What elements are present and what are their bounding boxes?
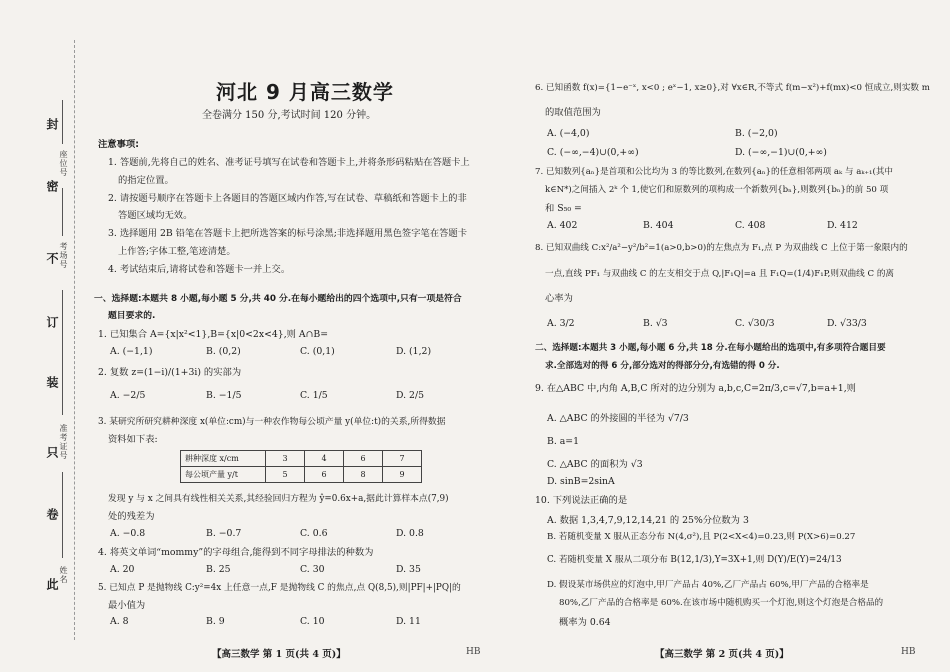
- fill-line: [62, 188, 63, 236]
- q4-stem: 4. 将英文单词“mommy”的字母组合,能得到不同字母排法的种数为: [98, 547, 374, 558]
- q5-option-c: C. 10: [300, 616, 325, 627]
- table-row: [181, 467, 422, 483]
- q5-stem-cont: 最小值为: [108, 600, 146, 611]
- q9-option-c: C. △ABC 的面积为 √3: [547, 459, 643, 470]
- note-line: 答题区域均无效。: [118, 210, 193, 221]
- footer-page-label: 【高三数学 第 1 页(共 4 页)】: [212, 649, 346, 660]
- footer-code: HB: [466, 647, 481, 657]
- q8-stem: 8. 已知双曲线 C:x²/a²−y²/b²=1(a>0,b>0)的左焦点为 F₁,点 P 为双曲线 C 上位于第一象限内的: [535, 243, 908, 253]
- binding-strip: [0, 0, 80, 672]
- table-cell: 9: [383, 467, 422, 483]
- note-line: 2. 请按题号顺序在答题卡上各题目的答题区域内作答,写在试卷、草稿纸和答题卡上的非: [108, 193, 467, 204]
- q6-stem-cont: 的取值范围为: [545, 107, 601, 118]
- q10-option-c: C. 若随机变量 X 服从二项分布 B(12,1/3),Y=3X+1,则 D(Y)/E(Y)=24/13: [547, 555, 842, 565]
- section1-heading: 一、选择题:本题共 8 小题,每小题 5 分,共 40 分.在每小题给出的四个选项中,只有一项是符合: [94, 294, 462, 304]
- table-cell: 5: [266, 467, 305, 483]
- q1-option-b: B. (0,2): [206, 346, 241, 357]
- q5-option-b: B. 9: [206, 616, 225, 627]
- cut-line: [74, 40, 75, 640]
- q7-option-a: A. 402: [547, 220, 578, 231]
- binding-char: 卷: [45, 508, 59, 520]
- table-cell: 3: [266, 451, 305, 467]
- fill-line: [62, 290, 63, 415]
- note-line: 4. 考试结束后,请将试卷和答题卡一并上交。: [108, 264, 291, 275]
- exam-room-label: 考场号: [59, 242, 68, 269]
- q8-option-c: C. √30/3: [735, 318, 775, 329]
- section1-heading-cont: 题目要求的.: [108, 311, 156, 321]
- q8-option-b: B. √3: [643, 318, 668, 329]
- binding-char: 装: [45, 376, 59, 388]
- q3-after-cont: 处的残差为: [108, 511, 155, 522]
- q7-option-d: D. 412: [827, 220, 858, 231]
- q1-option-a: A. (−1,1): [110, 346, 153, 357]
- q4-option-a: A. 20: [110, 564, 135, 575]
- q10-option-b: B. 若随机变量 X 服从正态分布 N(4,σ²),且 P(2<X<4)=0.23,则 P(X>6)=0.27: [547, 532, 856, 542]
- q4-option-c: C. 30: [300, 564, 325, 575]
- q3-after: 发现 y 与 x 之间具有线性相关关系,其经验回归方程为 ŷ=0.6x+a,据此计算样本点(7,9): [108, 494, 449, 504]
- table-row: [181, 451, 422, 467]
- q3-data-table: [180, 450, 422, 483]
- q10-option-d-end: 概率为 0.64: [559, 617, 611, 628]
- footer-page-label: 【高三数学 第 2 页(共 4 页)】: [655, 649, 789, 660]
- q4-option-b: B. 25: [206, 564, 231, 575]
- binding-char: 订: [45, 316, 59, 328]
- q2-option-d: D. 2/5: [396, 390, 424, 401]
- q3-stem-cont: 资料如下表:: [108, 434, 158, 445]
- q6-option-c: C. (−∞,−4)∪(0,+∞): [547, 147, 639, 158]
- section2-heading: 二、选择题:本题共 3 小题,每小题 6 分,共 18 分.在每小题给出的选项中,有多项符合题目要: [535, 343, 886, 353]
- q6-option-b: B. (−2,0): [735, 128, 778, 139]
- note-line: 的指定位置。: [118, 175, 174, 186]
- table-cell: 4: [305, 451, 344, 467]
- q5-option-d: D. 11: [396, 616, 421, 627]
- binding-char: 封: [45, 118, 59, 130]
- q5-stem: 5. 已知点 P 是抛物线 C:y²=4x 上任意一点,F 是抛物线 C 的焦点,点 Q(8,5),则|PF|+|PQ|的: [98, 583, 461, 593]
- q9-option-b: B. a=1: [547, 436, 579, 447]
- q1-option-d: D. (1,2): [396, 346, 432, 357]
- binding-char: 密: [45, 180, 59, 192]
- q8-stem-end: 心率为: [545, 293, 573, 304]
- name-label: 姓名: [59, 566, 68, 584]
- q6-option-d: D. (−∞,−1)∪(0,+∞): [735, 147, 827, 158]
- q10-option-d: D. 假设某市场供应的灯泡中,甲厂产品占 40%,乙厂产品占 60%,甲厂产品的合格率是: [547, 580, 869, 590]
- q9-option-a: A. △ABC 的外接圆的半径为 √7/3: [547, 413, 689, 424]
- q7-stem: 7. 已知数列{aₙ}是首项和公比均为 3 的等比数列,在数列{aₙ}的任意相邻两项 aₖ 与 aₖ₊₁(其中: [535, 167, 894, 177]
- q2-stem: 2. 复数 z=(1−i)/(1+3i) 的实部为: [98, 367, 242, 378]
- admission-ticket-label: 准考证号: [59, 424, 68, 460]
- table-cell: 每公顷产量 y/t: [181, 467, 266, 483]
- binding-char: 不: [45, 252, 59, 264]
- q7-stem-end: 和 S₅₀ =: [545, 203, 582, 214]
- q7-stem-cont: k∈N*)之间插入 2ᵏ 个 1,使它们和原数列的项构成一个新数列{bₙ},则数列{bₙ}的前 50 项: [545, 185, 889, 195]
- fill-line: [62, 100, 63, 144]
- q6-option-a: A. (−4,0): [547, 128, 590, 139]
- q6-stem: 6. 已知函数 f(x)={1−e⁻ˣ, x<0 ; eˣ−1, x≥0},对 ∀x∈R,不等式 f(m−x²)+f(mx)<0 恒成立,则实数 m: [535, 83, 930, 93]
- q3-option-c: C. 0.6: [300, 528, 328, 539]
- q8-stem-cont: 一点,直线 PF₁ 与双曲线 C 的左支相交于点 Q,|F₁Q|=a 且 F₁Q=(1/4)F₁P,则双曲线 C 的离: [545, 269, 895, 279]
- q8-option-d: D. √33/3: [827, 318, 867, 329]
- binding-char: 只: [45, 446, 59, 458]
- q8-option-a: A. 3/2: [547, 318, 575, 329]
- table-cell: 6: [344, 451, 383, 467]
- page-title: 河北 9 月高三数学: [216, 80, 394, 104]
- q2-option-b: B. −1/5: [206, 390, 242, 401]
- q9-option-d: D. sinB=2sinA: [547, 476, 615, 487]
- q4-option-d: D. 35: [396, 564, 421, 575]
- table-cell: 6: [305, 467, 344, 483]
- section2-heading-cont: 求.全部选对的得 6 分,部分选对的得部分分,有选错的得 0 分.: [545, 361, 780, 371]
- seat-number-label: 座位号: [59, 150, 68, 177]
- note-line: 3. 选择题用 2B 铅笔在答题卡上把所选答案的标号涂黑;非选择题用黑色签字笔在答题卡: [108, 228, 468, 239]
- table-cell: 耕种深度 x/cm: [181, 451, 266, 467]
- q5-option-a: A. 8: [110, 616, 129, 627]
- binding-char: 此: [45, 578, 59, 590]
- q7-option-c: C. 408: [735, 220, 766, 231]
- page-subtitle: 全卷满分 150 分,考试时间 120 分钟。: [202, 110, 377, 121]
- q10-option-a: A. 数据 1,3,4,7,9,12,14,21 的 25%分位数为 3: [547, 515, 749, 526]
- q10-stem: 10. 下列说法正确的是: [535, 495, 628, 506]
- q3-option-b: B. −0.7: [206, 528, 242, 539]
- q3-stem: 3. 某研究所研究耕种深度 x(单位:cm)与一种农作物每公顷产量 y(单位:t)的关系,所得数据: [98, 417, 446, 427]
- notes-heading: 注意事项:: [98, 139, 139, 150]
- table-cell: 8: [344, 467, 383, 483]
- q3-option-d: D. 0.8: [396, 528, 424, 539]
- q1-option-c: C. (0,1): [300, 346, 335, 357]
- q7-option-b: B. 404: [643, 220, 674, 231]
- table-cell: 7: [383, 451, 422, 467]
- q10-option-d-cont: 80%,乙厂产品的合格率是 60%.在该市场中随机购买一个灯泡,则这个灯泡是合格品的: [559, 598, 884, 608]
- note-line: 上作答;字体工整,笔迹清楚。: [118, 246, 236, 257]
- q9-stem: 9. 在△ABC 中,内角 A,B,C 所对的边分别为 a,b,c,C=2π/3,c=√7,b=a+1,则: [535, 383, 856, 394]
- q1-stem: 1. 已知集合 A={x|x²<1},B={x|0<2x<4},则 A∩B=: [98, 329, 329, 340]
- q2-option-c: C. 1/5: [300, 390, 328, 401]
- left-column: [90, 0, 495, 672]
- right-column: [535, 0, 930, 672]
- fill-line: [62, 472, 63, 558]
- q2-option-a: A. −2/5: [110, 390, 146, 401]
- footer-code: HB: [901, 647, 916, 657]
- note-line: 1. 答题前,先将自己的姓名、准考证号填写在试卷和答题卡上,并将条形码粘贴在答题卡上: [108, 157, 470, 168]
- q3-option-a: A. −0.8: [110, 528, 146, 539]
